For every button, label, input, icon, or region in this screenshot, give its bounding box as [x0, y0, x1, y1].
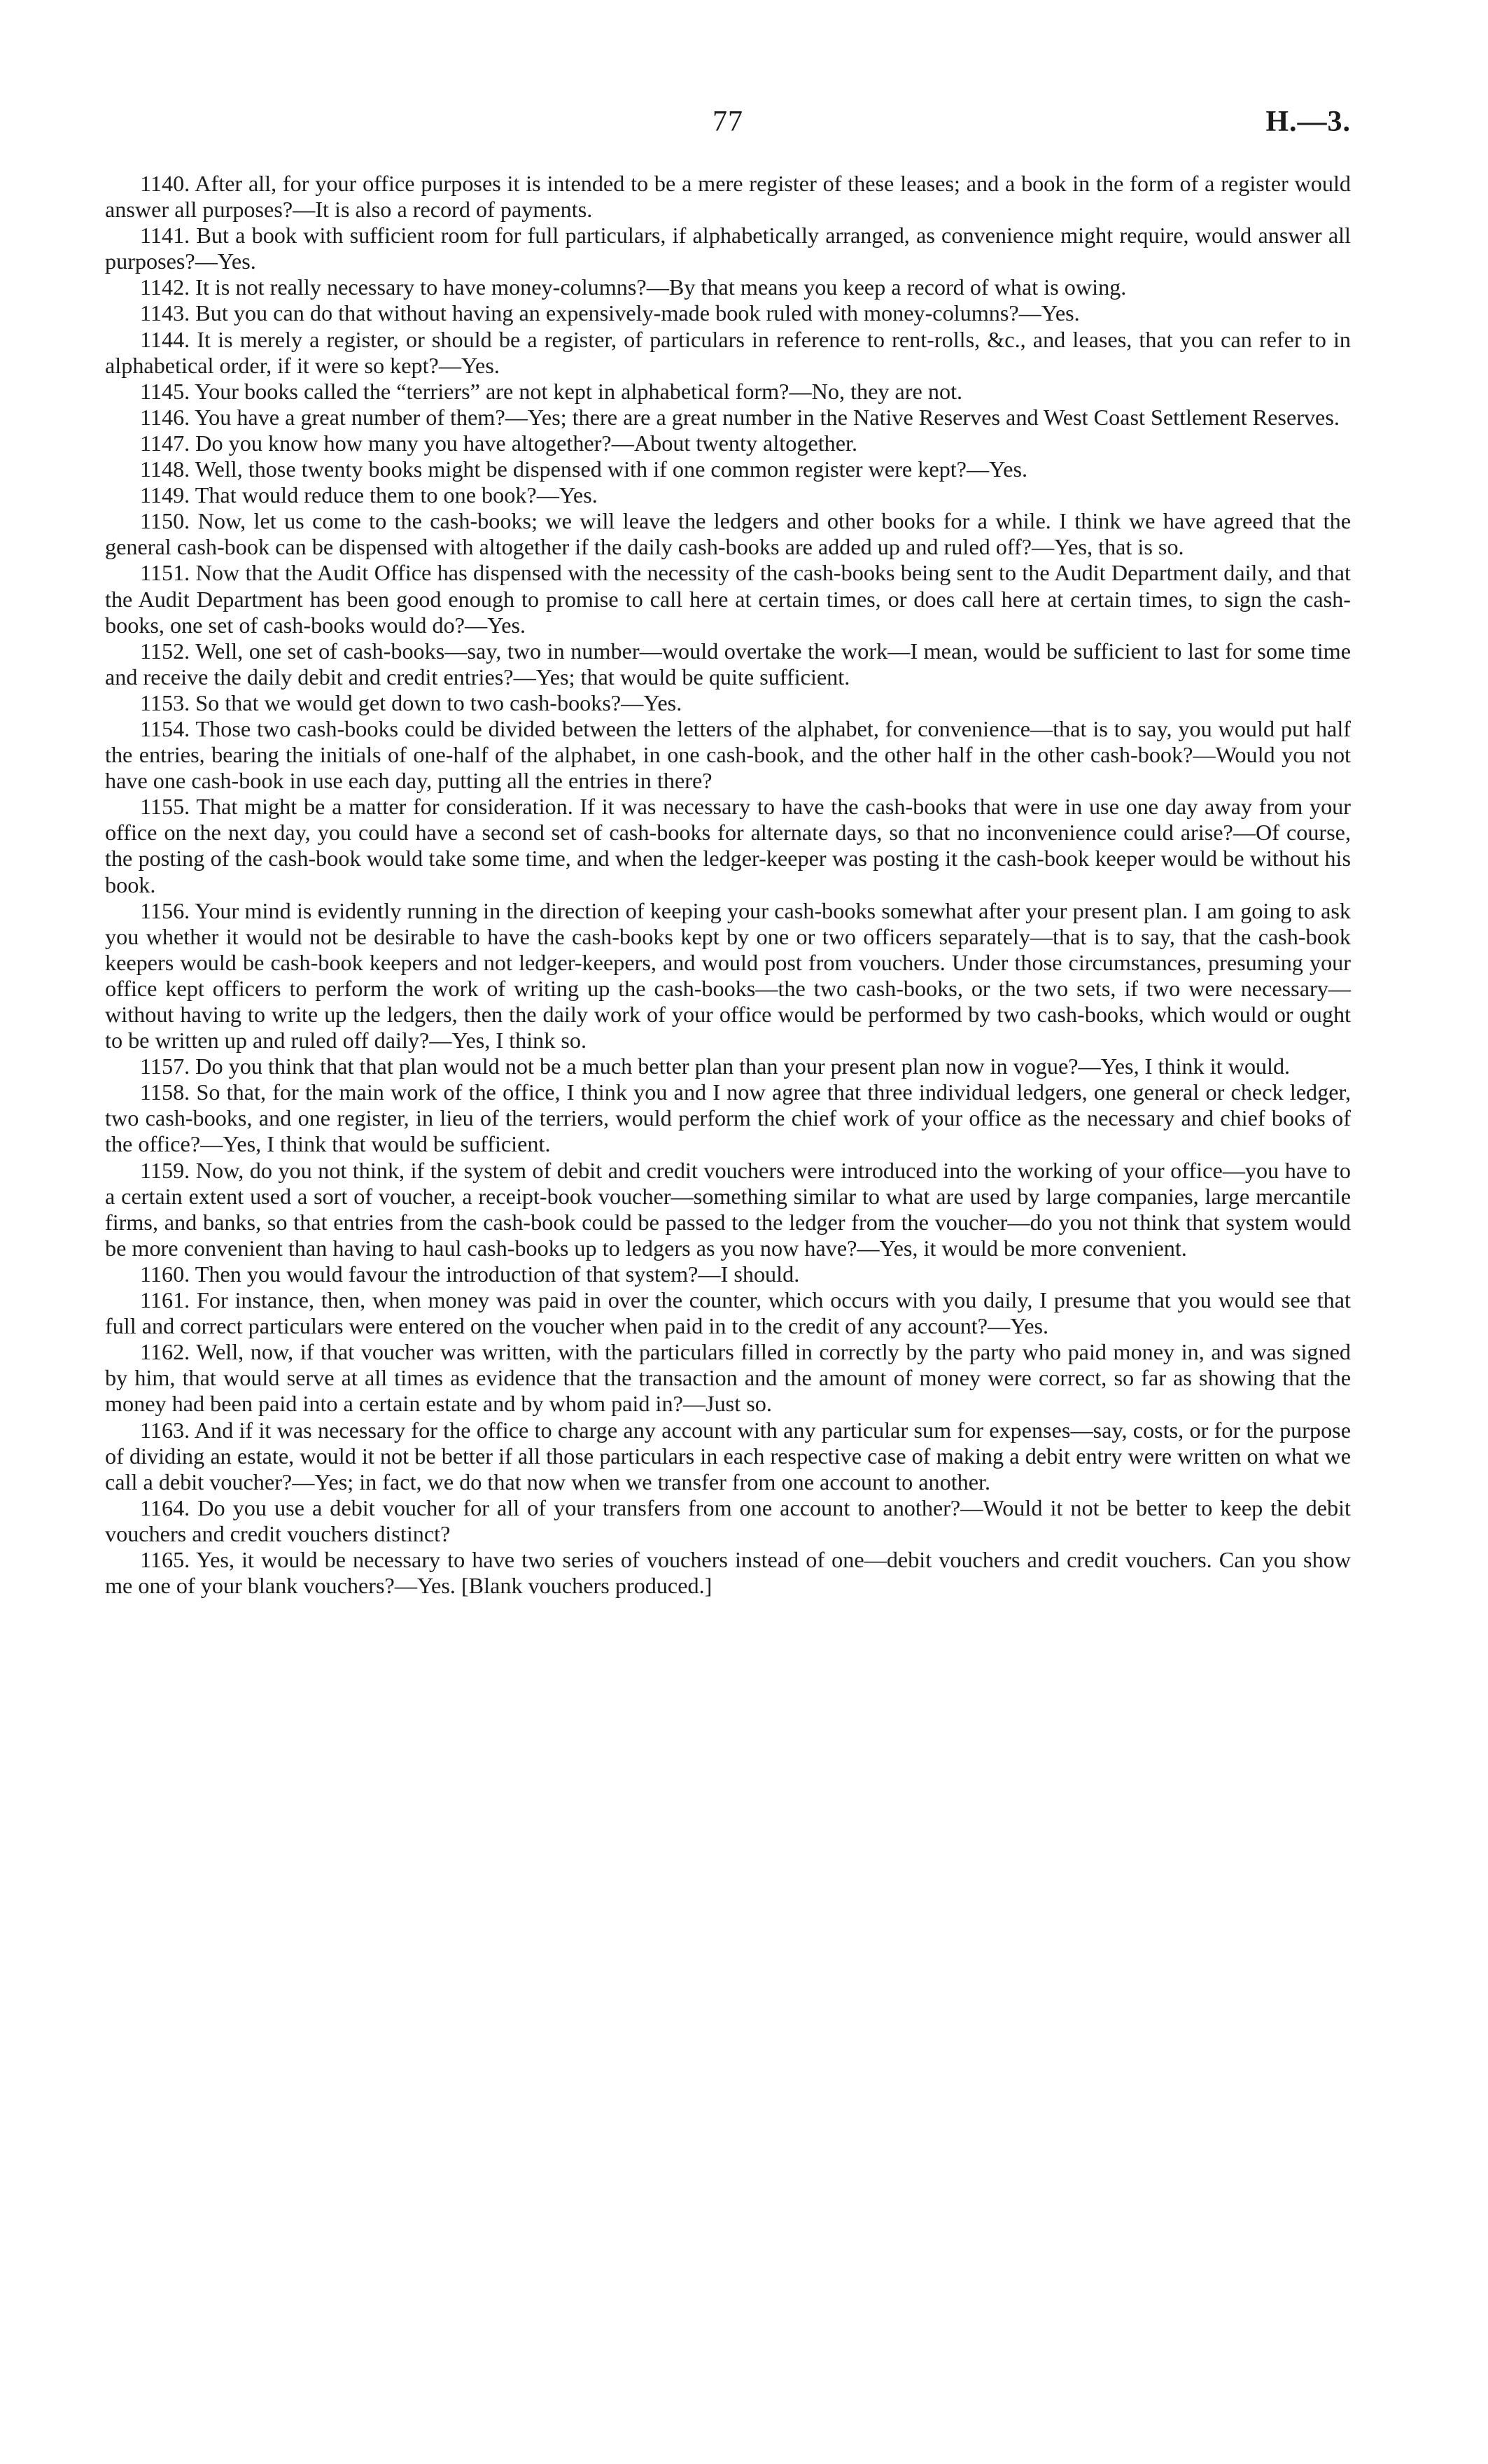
paragraph-1156: 1156. Your mind is evidently running in the direction of keeping your cash-books somewhat after your present plan. I am going to ask you whether it would not be desirable to have the cash-books kept by one or two officers separately—that is to say, that the cash-book keepers would be cash-book keepers and not ledger-keepers, and would post from vouchers. Under those circumstances, presuming your office kept officers to perform the work of writing up the cash-books—the two cash-books, or the two sets, if two were necessary—without having to write up the ledgers, then the daily work of your office would be performed by two cash-books, which would or ought to be written up and ruled off daily?—Yes, I think so. — [105, 897, 1351, 1054]
testimony-body — [105, 171, 1351, 1599]
paragraph-1157: 1157. Do you think that that plan would not be a much better plan than your present plan now in vogue?—Yes, I think it would. — [140, 1054, 1291, 1079]
paragraph-1142: 1142. It is not really necessary to have money-columns?—By that means you keep a record of what is owing. — [140, 274, 1127, 300]
paragraph-1154: 1154. Those two cash-books could be divided between the letters of the alphabet, for convenience—that is to say, you would put half the entries, bearing the initials of one-half of the alphabet, in one cash-book, and the other half in the other cash-book?—Would you not have one cash-book in use each day, putting all the entries in there? — [105, 715, 1351, 794]
paragraph-1161: 1161. For instance, then, when money was paid in over the counter, which occurs with you daily, I presume that you would see that full and correct particulars were entered on the voucher when paid in to the credit of any account?—Yes. — [105, 1287, 1351, 1339]
paragraph-1141: 1141. But a book with sufficient room for full particulars, if alphabetically arranged, as convenience might require, would answer all purposes?—Yes. — [105, 223, 1351, 274]
paragraph-1140: 1140. After all, for your office purposes it is intended to be a mere register of these leases; and a book in the form of a register would answer all purposes?—It is also a record of payments. — [105, 171, 1351, 223]
paragraph-1153: 1153. So that we would get down to two cash-books?—Yes. — [140, 690, 682, 715]
page-header — [105, 105, 1351, 147]
paragraph-1164: 1164. Do you use a debit voucher for all of your transfers from one account to another?—Would it not be better to keep the debit vouchers and credit vouchers distinct? — [105, 1494, 1351, 1546]
page-number: 77 — [713, 106, 743, 138]
paragraph-1143: 1143. But you can do that without having an expensively-made book ruled with money-columns?—Yes. — [140, 300, 1080, 326]
paragraph-1165: 1165. Yes, it would be necessary to have two series of vouchers instead of one—debit vouchers and credit vouchers. Can you show me one of your blank vouchers?—Yes. [Blank vouchers produced.] — [105, 1546, 1351, 1599]
document-page — [105, 105, 1351, 1599]
paragraph-1163: 1163. And if it was necessary for the office to charge any account with any particular sum for expenses—say, costs, or for the purpose of dividing an estate, would it not be better if all those particulars in each respective case of making a debit entry were written on what we call a debit voucher?—Yes; in fact, we do that now when we transfer from one account to another. — [105, 1417, 1351, 1494]
paragraph-1144: 1144. It is merely a register, or should be a register, of particulars in reference to rent-rolls, &c., and leases, that you can refer to in alphabetical order, if it were so kept?—Yes. — [105, 326, 1351, 378]
paragraph-1147: 1147. Do you know how many you have altogether?—About twenty altogether. — [140, 430, 858, 456]
paragraph-1145: 1145. Your books called the “terriers” are not kept in alphabetical form?—No, they are not. — [140, 378, 963, 404]
paragraph-1148: 1148. Well, those twenty books might be dispensed with if one common register were kept?—Yes. — [140, 456, 1028, 482]
paragraph-1159: 1159. Now, do you not think, if the system of debit and credit vouchers were introduced into the working of your office—you have to a certain extent used a sort of voucher, a receipt-book voucher—something similar to what are used by large companies, large mercantile firms, and banks, so that entries from the cash-book could be passed to the ledger from the voucher—do you not think that system would be more convenient than having to haul cash-books up to ledgers as you now have?—Yes, it would be more convenient. — [105, 1157, 1351, 1261]
paragraph-1155: 1155. That might be a matter for consideration. If it was necessary to have the cash-books that were in use one day away from your office on the next day, you could have a second set of cash-books for alternate days, so that no inconvenience could arise?—Of course, the posting of the cash-book would take some time, and when the ledger-keeper was posting it the cash-book keeper would be without his book. — [105, 794, 1351, 897]
paragraph-1162: 1162. Well, now, if that voucher was written, with the particulars filled in correctly by the party who paid money in, and was signed by him, that would serve at all times as evidence that the transaction and the amount of money were correct, so far as showing that the money had been paid into a certain estate and by whom paid in?—Just so. — [105, 1339, 1351, 1417]
paragraph-1150: 1150. Now, let us come to the cash-books; we will leave the ledgers and other books for a while. I think we have agreed that the general cash-book can be dispensed with altogether if the daily cash-books are added up and ruled off?—Yes, that is so. — [105, 508, 1351, 560]
paragraph-1152: 1152. Well, one set of cash-books—say, two in number—would overtake the work—I mean, would be sufficient to last for some time and receive the daily debit and credit entries?—Yes; that would be quite sufficient. — [105, 638, 1351, 690]
paragraph-1151: 1151. Now that the Audit Office has dispensed with the necessity of the cash-books being sent to the Audit Department daily, and that the Audit Department has been good enough to promise to call here at certain times, or does call here at certain times, to sign the cash-books, one set of cash-books would do?—Yes. — [105, 560, 1351, 638]
paragraph-1146: 1146. You have a great number of them?—Yes; there are a great number in the Native Reserves and West Coast Settlement Reserves. — [140, 404, 1340, 430]
paragraph-1158: 1158. So that, for the main work of the office, I think you and I now agree that three individual ledgers, one general or check ledger, two cash-books, and one register, in lieu of the terriers, would perform the chief work of your office as the necessary and chief books of the office?—Yes, I think that would be sufficient. — [105, 1079, 1351, 1157]
paragraph-1160: 1160. Then you would favour the introduction of that system?—I should. — [140, 1261, 800, 1287]
document-code: H.—3. — [1265, 106, 1351, 138]
paragraph-1149: 1149. That would reduce them to one book?—Yes. — [140, 482, 598, 508]
